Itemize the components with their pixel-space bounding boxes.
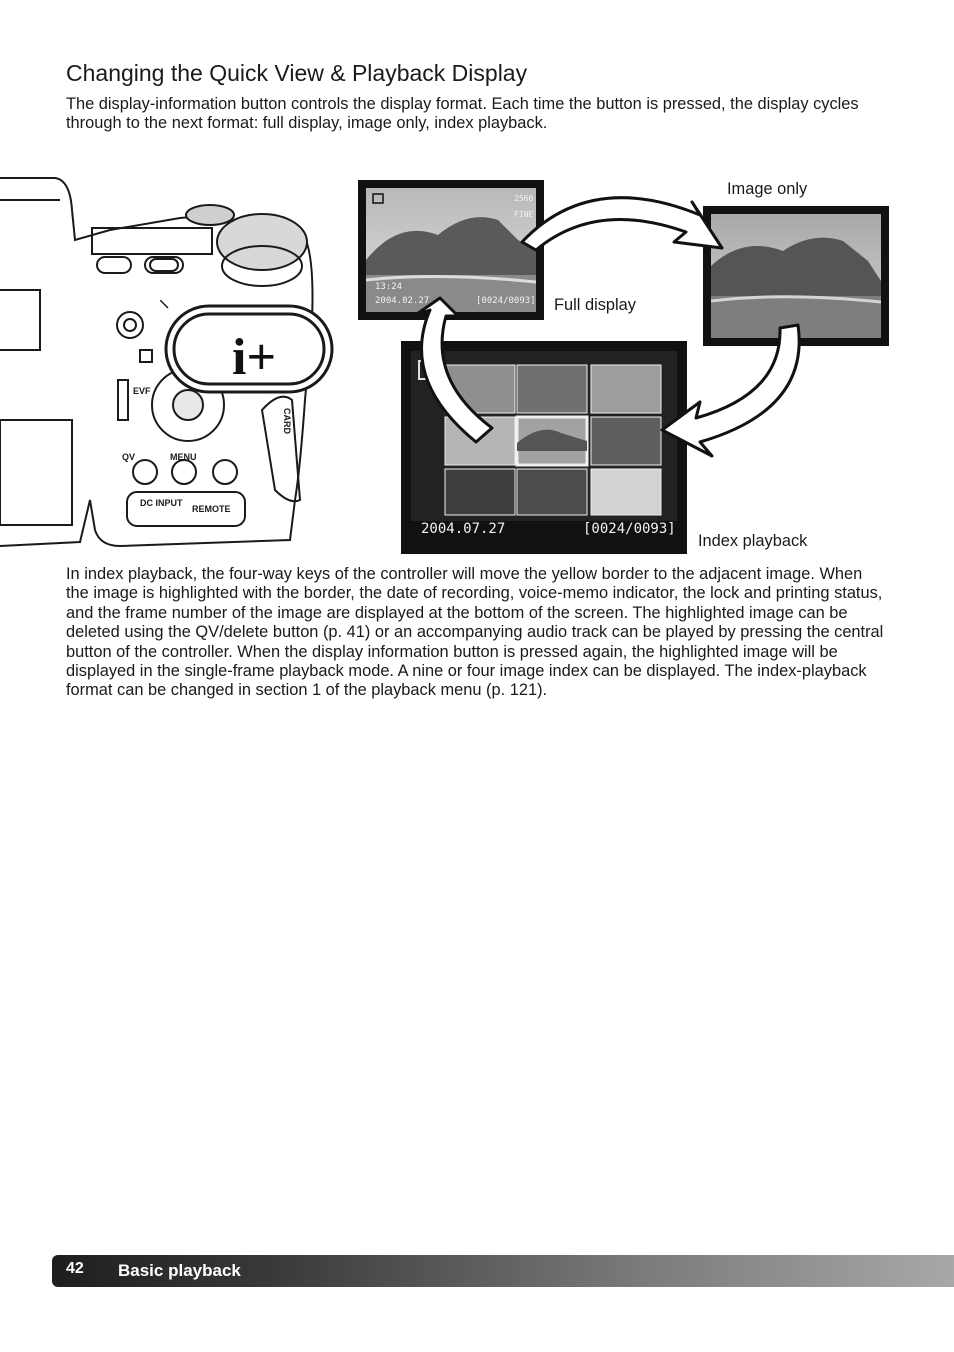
card-label: CARD xyxy=(282,408,292,434)
section-name: Basic playback xyxy=(118,1261,241,1280)
index-date: 2004.07.27 xyxy=(421,521,506,537)
full-display-date: 2004.02.27 xyxy=(375,296,430,306)
full-display-quality: FINE xyxy=(514,210,534,219)
arrow-to-full-display xyxy=(414,298,492,442)
info-button-callout xyxy=(160,300,340,400)
info-plus-icon: i+ xyxy=(232,329,277,386)
index-frame: [0024/0093] xyxy=(583,521,676,537)
intro-paragraph: The display-information button controls the display format. Each time the button is pressed, the display cycles through to the next format: full display, image only, index playback. xyxy=(66,95,859,133)
full-display-time: 13:24 xyxy=(375,282,403,292)
menu-label: MENU xyxy=(170,452,197,462)
page-number: 42 xyxy=(66,1260,84,1277)
cycle-arrows xyxy=(400,180,820,480)
evf-label: EVF xyxy=(133,386,151,396)
qv-label: QV xyxy=(122,452,136,462)
caption-image-only: Image only xyxy=(727,180,808,198)
arrow-to-image-only xyxy=(522,198,722,250)
dc-input-label: DC INPUT xyxy=(140,498,183,508)
full-display-frame: [0024/0093] xyxy=(476,296,536,306)
arrow-to-index-playback xyxy=(662,325,799,456)
remote-label: REMOTE xyxy=(192,504,231,514)
caption-index-playback: Index playback xyxy=(698,532,808,550)
body-paragraph: In index playback, the four-way keys of the controller will move the yellow border to the adjacent image. When the image is highlighted with the border, the date of recording, voice-memo indicator, the lock and printing status, and the frame number of the image are displayed at the bottom of the screen. The highlighted image can be deleted using the QV/delete button (p. 41) or an accompanying audio track can be played by pressing the central button of the controller. When the display information button is pressed again, the highlighted image will be displayed in the single-frame playback mode. A nine or four image index can be displayed. The index-playback format can be changed in section 1 of the playback menu (p. 121). xyxy=(66,565,884,700)
full-display-size: 2560 xyxy=(514,194,534,203)
caption-full-display: Full display xyxy=(554,296,636,314)
page-title: Changing the Quick View & Playback Display xyxy=(66,60,528,86)
